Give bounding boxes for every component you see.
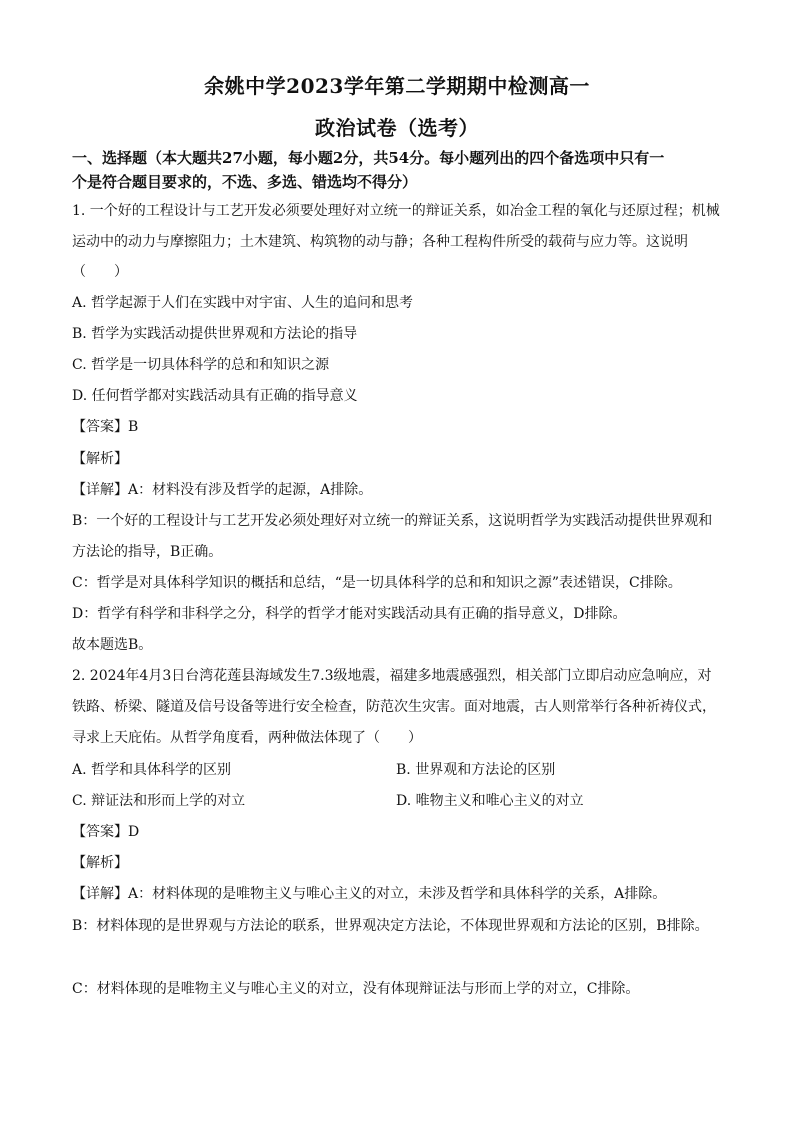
q1-option-b: B. 哲学为实践活动提供世界观和方法论的指导 [72, 326, 358, 342]
q2-option-a: A. 哲学和具体科学的区别 [72, 762, 232, 778]
q1-analysis-label: 【解析】 [72, 451, 128, 467]
q2-detail-line3: C：材料体现的是唯物主义与唯心主义的对立，没有体现辩证法与形而上学的对立，C排除。 [72, 981, 640, 997]
q2-option-b: B. 世界观和方法论的区别 [396, 762, 556, 778]
q1-stem-line3: （ ） [72, 264, 128, 280]
q2-analysis-label: 【解析】 [72, 855, 128, 871]
exam-title: 余姚中学2023学年第二学期期中检测高一 [204, 74, 590, 98]
q1-detail-line4: C：哲学是对具体科学知识的概括和总结，“是一切具体科学的总和和知识之源”表述错误，C排除。 [72, 575, 682, 591]
q1-answer: 【答案】B [72, 419, 139, 435]
q2-option-c: C. 辩证法和形而上学的对立 [72, 793, 246, 809]
q1-detail-line5: D：哲学有科学和非科学之分，科学的哲学才能对实践活动具有正确的指导意义，D排除。 [72, 606, 627, 622]
section-heading-line1: 一、选择题（本大题共27小题，每小题2分，共54分。每小题列出的四个备选项中只有一 [72, 149, 665, 167]
q1-detail-line2: B：一个好的工程设计与工艺开发必须处理好对立统一的辩证关系，这说明哲学为实践活动提供世界观和 [72, 513, 713, 529]
q2-stem-line3: 寻求上天庇佑。从哲学角度看，两种做法体现了（ ） [72, 730, 422, 746]
q1-conclusion: 故本题选B。 [72, 637, 153, 653]
q2-detail-line2: B：材料体现的是世界观与方法论的联系，世界观决定方法论，不体现世界观和方法论的区别，B排除。 [72, 918, 709, 934]
q2-detail-line1: 【详解】A：材料体现的是唯物主义与唯心主义的对立，未涉及哲学和具体科学的关系，A排除。 [72, 886, 667, 902]
q2-answer: 【答案】D [72, 824, 140, 840]
q1-stem-line2: 运动中的动力与摩擦阻力；土木建筑、构筑物的动与静；各种工程构件所受的载荷与应力等。这说明 [72, 234, 688, 250]
exam-subtitle: 政治试卷（选考） [315, 116, 479, 140]
q2-stem-line2: 铁路、桥梁、隧道及信号设备等进行安全检查，防范次生灾害。面对地震，古人则常举行各种祈祷仪式， [72, 699, 716, 715]
q1-detail-line3: 方法论的指导，B正确。 [72, 544, 223, 560]
q2-option-d: D. 唯物主义和唯心主义的对立 [396, 793, 584, 809]
q1-option-c: C. 哲学是一切具体科学的总和和知识之源 [72, 357, 330, 373]
q1-option-a: A. 哲学起源于人们在实践中对宇宙、人生的追问和思考 [72, 295, 414, 311]
section-heading-line2: 个是符合题目要求的，不选、多选、错选均不得分） [72, 173, 418, 191]
q1-option-d: D. 任何哲学都对实践活动具有正确的指导意义 [72, 388, 358, 404]
q1-detail-line1: 【详解】A：材料没有涉及哲学的起源，A排除。 [72, 482, 373, 498]
q2-stem-line1: 2. 2024年4月3日台湾花莲县海域发生7.3级地震，福建多地震感强烈，相关部门立即启动应急响应，对 [72, 668, 712, 684]
q1-stem-line1: 1. 一个好的工程设计与工艺开发必须要处理好对立统一的辩证关系，如冶金工程的氧化与还原过程；机械 [72, 203, 720, 219]
